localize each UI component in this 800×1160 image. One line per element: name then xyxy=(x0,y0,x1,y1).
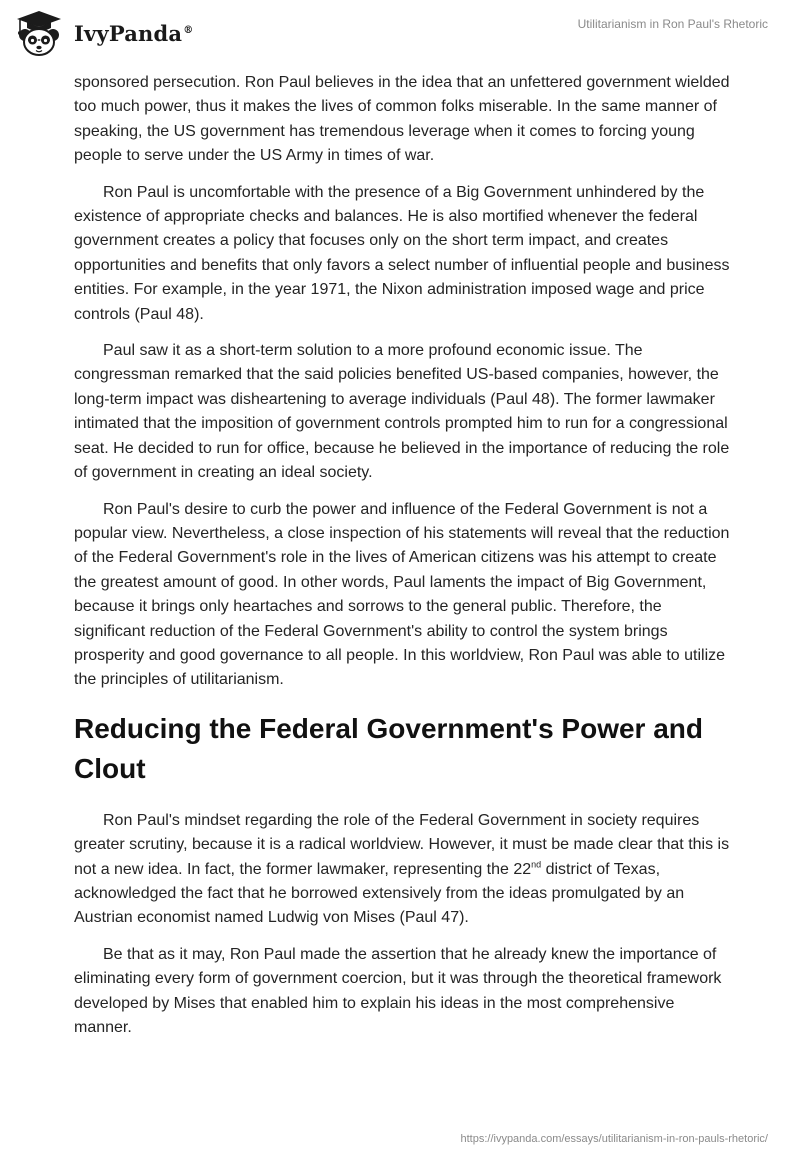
ivypanda-logo[interactable] xyxy=(14,8,193,58)
panda-graduate-icon xyxy=(14,8,64,58)
paragraph-4: Ron Paul's desire to curb the power and influence of the Federal Government is not a popular view. Nevertheless, a close inspection of his statements will reveal that the reduction of the Federal Government's role in the lives of American citizens was his attempt to create the greatest amount of good. In other words, Paul laments the impact of Big Government, because it brings only heartaches and sorrows to the general public. Therefore, the significant reduction of the Federal Government's ability to control the system brings prosperity and good governance to all people. In this worldview, Ron Paul was able to utilize the principles of utilitarianism. xyxy=(74,500,730,689)
paragraph-5-text-end: district of Texas, acknowledged the fact that he borrowed extensively from the ideas promulgated by an Austrian economist named Ludwig von Mises (Paul 47). xyxy=(74,860,685,927)
running-title: Utilitarianism in Ron Paul's Rhetoric xyxy=(577,17,768,31)
paragraph-2: Ron Paul is uncomfortable with the presence of a Big Government unhindered by the existence of appropriate checks and balances. He is also mortified whenever the federal government creates a policy that focuses only on the short term impact, and creates opportunities and benefits that only favors a select number of influential people and business entities. For example, in the year 1971, the Nixon administration imposed wage and price controls (Paul 48). xyxy=(74,183,730,323)
paragraph-1: sponsored persecution. Ron Paul believes in the idea that an unfettered government wielded too much power, thus it makes the lives of common folks miserable. In the same manner of speaking, the US government has tremendous leverage when it comes to forcing young people to serve under the US Army in times of war. xyxy=(74,74,730,165)
paragraph-6: Be that as it may, Ron Paul made the assertion that he already knew the importance of eliminating every form of government coercion, but it was through the theoretical framework developed by Mises that enabled him to explain his ideas in the most comprehensive manner. xyxy=(74,945,722,1036)
paragraph-5 xyxy=(74,809,734,931)
paragraph-5-text-start: Ron Paul's mindset regarding the role of the Federal Government in society requires greater scrutiny, because it is a radical worldview. However, it must be made clear that this is not a new idea. In fact, the former lawmaker, representing the 22 xyxy=(74,811,730,878)
section-heading: Reducing the Federal Government's Power and Clout xyxy=(74,712,704,784)
paragraph-3: Paul saw it as a short-term solution to a more profound economic issue. The congressman remarked that the said policies benefited US-based companies, however, the long-term impact was disheartening to average individuals (Paul 48). The former lawmaker intimated that the imposition of government controls prompted him to run for a congressional seat. He decided to run for office, because he believed in the importance of reducing the role of government in creating an ideal society. xyxy=(74,342,730,482)
brand-name: IvyPanda® xyxy=(74,20,194,46)
page-header xyxy=(0,0,800,72)
registered-mark: ® xyxy=(183,24,194,36)
source-url[interactable]: https://ivypanda.com/essays/utilitarianism-in-ron-pauls-rhetoric/ xyxy=(460,1133,768,1145)
essay-body xyxy=(74,71,734,1040)
ordinal-suffix: nd xyxy=(531,859,542,870)
